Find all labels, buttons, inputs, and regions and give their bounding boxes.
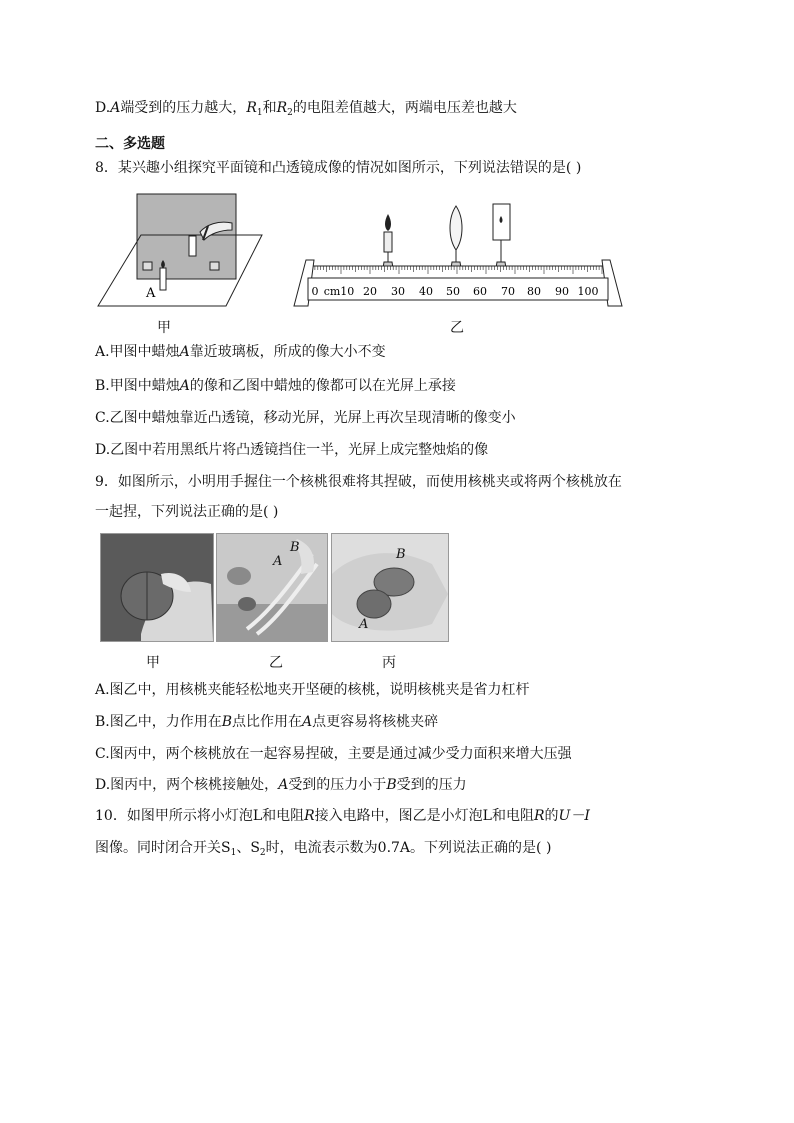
scale-label: 40 — [419, 285, 433, 298]
section-heading: 二、多选题 — [95, 136, 165, 152]
hand-walnut-icon — [101, 534, 213, 641]
sub-2: 2 — [259, 848, 266, 858]
var: A — [302, 714, 313, 730]
option-text: 点比作用在 — [232, 714, 303, 730]
scale-label: 20 — [363, 285, 377, 298]
option-text: 端受到的压力越大， — [120, 100, 247, 116]
q8-option-c: C.乙图中蜡烛靠近凸透镜，移动光屏，光屏上再次呈现清晰的像变小 — [95, 410, 516, 426]
scale-label: 0 — [311, 285, 319, 298]
option-text: 受到的压力小于 — [288, 777, 387, 793]
option-text: A.甲图中蜡烛 — [95, 344, 180, 360]
sub-1: 1 — [230, 848, 237, 858]
option-text: 点更容易将核桃夹碎 — [312, 714, 439, 730]
scale-label: cm10 — [323, 285, 355, 298]
q8-stem: 8．某兴趣小组探究平面镜和凸透镜成像的情况如图所示，下列说法错误的是( ) — [95, 160, 582, 176]
q8-option-b — [95, 376, 456, 396]
caption-jia: 甲 — [157, 320, 171, 336]
var-r: R — [533, 808, 545, 824]
option-text: 靠近玻璃板，所成的像大小不变 — [189, 344, 386, 360]
var-ui: U－I — [558, 808, 590, 824]
option-text: 和 — [262, 100, 277, 116]
scale-label: 70 — [501, 285, 515, 298]
q9-stem-line2: 一起捏，下列说法正确的是( ) — [95, 504, 279, 520]
q10-text: 10．如图甲所示将小灯泡L和电阻 — [95, 808, 305, 824]
caption-bing: 丙 — [382, 655, 396, 671]
label-a: A — [146, 286, 156, 301]
q10-text: 接入电路中，图乙是小灯泡L和电阻 — [314, 808, 534, 824]
q8-option-a — [95, 342, 386, 362]
convex-lens — [450, 206, 462, 250]
scale-label: 80 — [527, 285, 541, 298]
optical-bench-figure — [290, 196, 626, 314]
q9-option-a: A.图乙中，用核桃夹能轻松地夹开坚硬的核桃，说明核桃夹是省力杠杆 — [95, 682, 530, 698]
option-d-prev — [95, 98, 517, 123]
var-r1: R — [246, 100, 257, 116]
option-text: 的电阻差值越大，两端电压差也越大 — [292, 100, 517, 116]
q8-option-d: D.乙图中若用黑纸片将凸透镜挡住一半，光屏上成完整烛焰的像 — [95, 442, 489, 458]
q10-stem-line1 — [95, 806, 590, 826]
caption-yi: 乙 — [269, 655, 283, 671]
sub-1: 1 — [256, 108, 263, 118]
option-text: B.甲图中蜡烛 — [95, 378, 180, 394]
label-b: B — [290, 540, 300, 555]
var: A — [179, 344, 190, 360]
label-a: A — [359, 617, 369, 632]
q9-option-c: C.图丙中，两个核桃放在一起容易捏破，主要是通过减少受力面积来增大压强 — [95, 746, 572, 762]
q9-option-d — [95, 775, 467, 795]
q10-stem-line2 — [95, 838, 551, 863]
candle — [384, 232, 392, 252]
flame-icon — [385, 214, 391, 231]
q10-text: 、S — [236, 840, 260, 856]
q9-option-b — [95, 712, 438, 732]
q10-text: 的 — [544, 808, 559, 824]
sub-2: 2 — [287, 108, 293, 118]
two-walnuts-icon — [332, 534, 448, 641]
option-text: 受到的压力 — [396, 777, 467, 793]
option-text: B.图乙中，力作用在 — [95, 714, 222, 730]
scale-label: 100 — [577, 285, 599, 298]
photo-jia — [100, 533, 214, 642]
caption-yi: 乙 — [450, 320, 464, 336]
bench-rail — [308, 266, 608, 278]
photo-yi — [216, 533, 328, 642]
scale-label: 50 — [446, 285, 460, 298]
var: B — [386, 777, 397, 793]
support-block-left — [143, 262, 152, 270]
q10-text: 时，电流表示数为0.7A。下列说法正确的是( ) — [265, 840, 552, 856]
photo-bing — [331, 533, 449, 642]
var-r: R — [304, 808, 315, 824]
var: A — [179, 378, 190, 394]
candle-a — [160, 268, 166, 290]
scale-label: 30 — [391, 285, 405, 298]
var-r2: R — [276, 100, 288, 116]
label-a: A — [273, 554, 283, 569]
mirror-figure — [96, 190, 266, 310]
support-block-right — [210, 262, 219, 270]
option-text: D.图丙中，两个核桃接触处， — [95, 777, 279, 793]
q9-stem-line1: 9．如图所示，小明用手握住一个核桃很难将其捏破，而使用核桃夹或将两个核桃放在 — [95, 474, 622, 490]
candle-image — [189, 236, 196, 256]
scale-label: 90 — [555, 285, 569, 298]
var: B — [221, 714, 233, 730]
scale-label: 60 — [473, 285, 487, 298]
q10-text: 图像。同时闭合开关S — [95, 840, 231, 856]
var: A — [278, 777, 289, 793]
option-prefix: D. — [95, 100, 111, 116]
var-a: A — [110, 100, 121, 116]
option-text: 的像和乙图中蜡烛的像都可以在光屏上承接 — [189, 378, 456, 394]
caption-jia: 甲 — [146, 655, 160, 671]
nutcracker-icon — [217, 534, 327, 641]
label-b: B — [396, 547, 406, 562]
